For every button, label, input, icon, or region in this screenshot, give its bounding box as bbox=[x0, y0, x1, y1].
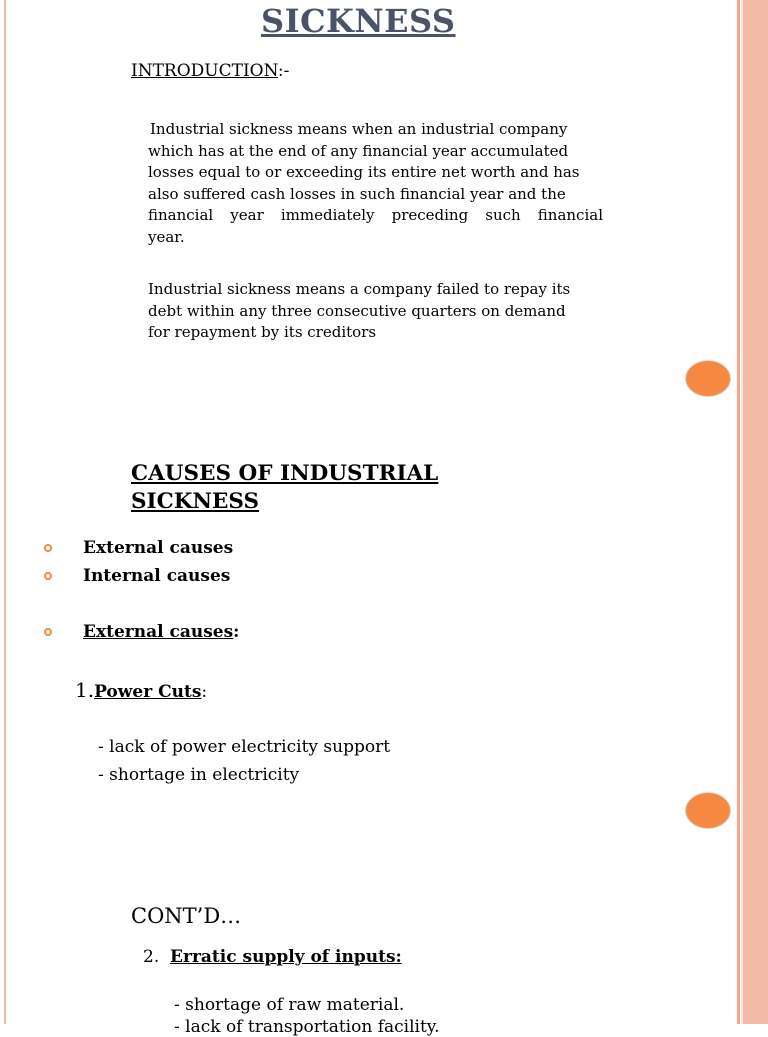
intro-suffix: :- bbox=[277, 61, 290, 81]
para1-line: also suffered cash losses in such financial year and the bbox=[148, 184, 566, 203]
slide-contd bbox=[0, 864, 768, 1037]
causes-heading bbox=[131, 460, 438, 516]
bullet-ring-icon bbox=[44, 572, 52, 580]
para1-line: losses equal to or exceeding its entire net worth and has bbox=[148, 163, 580, 181]
slide-causes bbox=[0, 432, 768, 864]
bullet-ring-icon bbox=[44, 628, 52, 636]
para1-line: year. bbox=[148, 227, 185, 246]
right-border-stripe bbox=[737, 0, 740, 432]
causes-heading-line: SICKNESS bbox=[131, 489, 260, 514]
intro-heading bbox=[131, 61, 289, 81]
para1-line: financial year immediately preceding such financial bbox=[148, 206, 603, 224]
power-cuts-label: Power Cuts bbox=[94, 682, 202, 702]
bullet-ring-icon bbox=[44, 544, 52, 552]
para2-line: for repayment by its creditors bbox=[148, 323, 377, 341]
orange-circle-decoration bbox=[685, 360, 731, 397]
item-number: 1. bbox=[75, 678, 95, 702]
intro-label: INTRODUCTION bbox=[131, 61, 278, 81]
power-cuts-item bbox=[75, 678, 207, 702]
power-cuts-point: - lack of power electricity support bbox=[98, 737, 391, 757]
bullet-item bbox=[44, 622, 239, 642]
power-cuts-colon: : bbox=[201, 682, 208, 702]
erratic-supply-label: Erratic supply of inputs: bbox=[170, 947, 402, 967]
para1-line: Industrial sickness means when an industrial company bbox=[150, 120, 568, 138]
contd-title: CONT’D… bbox=[131, 904, 242, 928]
erratic-supply-item bbox=[143, 947, 402, 967]
right-border-bar bbox=[741, 0, 768, 432]
power-cuts-point: - shortage in electricity bbox=[98, 765, 300, 785]
right-border-stripe bbox=[737, 432, 740, 864]
erratic-supply-point: - lack of transportation facility. bbox=[174, 1017, 440, 1037]
external-causes-colon: : bbox=[233, 622, 240, 642]
para2-line: debt within any three consecutive quarters on demand bbox=[148, 301, 566, 320]
causes-heading-line: CAUSES OF INDUSTRIAL bbox=[131, 461, 439, 486]
definition-paragraph-1 bbox=[148, 119, 603, 248]
slide-title: SICKNESS bbox=[261, 2, 456, 40]
external-causes-label: External causes bbox=[83, 622, 234, 642]
erratic-supply-point: - shortage of raw material. bbox=[174, 995, 405, 1015]
right-border-stripe bbox=[737, 864, 740, 1024]
bullet-text: External causes bbox=[83, 538, 234, 558]
right-border-bar bbox=[741, 432, 768, 864]
definition-paragraph-2 bbox=[148, 279, 603, 344]
bullet-item bbox=[44, 538, 233, 558]
para2-line: Industrial sickness means a company failed to repay its bbox=[148, 280, 571, 298]
item-number: 2. bbox=[143, 947, 160, 967]
para1-line: which has at the end of any financial year accumulated bbox=[148, 141, 569, 160]
left-border-line bbox=[4, 0, 6, 432]
bullet-item bbox=[44, 566, 230, 586]
right-border-bar bbox=[741, 864, 768, 1024]
external-causes-heading bbox=[83, 622, 239, 642]
bullet-text: Internal causes bbox=[83, 566, 231, 586]
orange-circle-decoration bbox=[685, 792, 731, 829]
slide-introduction bbox=[0, 0, 768, 432]
left-border-line bbox=[4, 432, 6, 864]
left-border-line bbox=[4, 864, 6, 1024]
